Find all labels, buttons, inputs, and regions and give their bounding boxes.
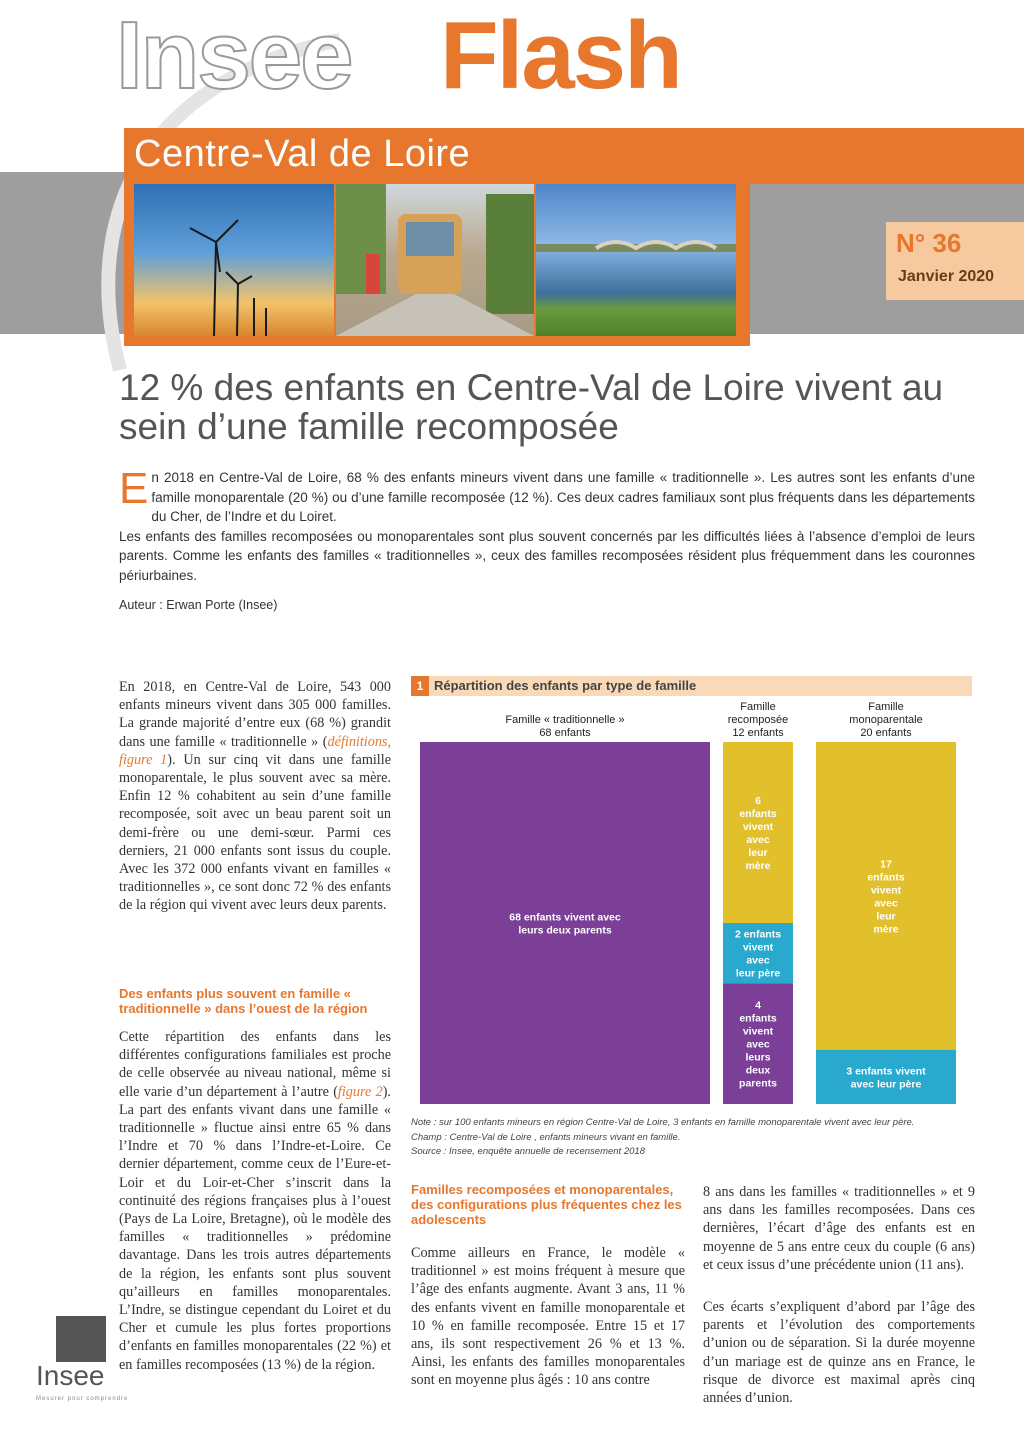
chart-segment-label: vivent <box>742 941 774 954</box>
figure-notes <box>411 1116 975 1160</box>
chart-segment-label: vivent <box>870 884 902 897</box>
chart-segment-label: mère <box>745 860 771 872</box>
chart-segment-label: avec leur père <box>850 1078 922 1091</box>
chart-segment-label: leur père <box>735 967 781 980</box>
chart-category-label: Famille « traditionnelle » <box>505 714 625 726</box>
family-type-chart <box>411 698 972 1118</box>
body-text: ). Un sur cinq vit dans une famille monoparentale, le plus souvent avec sa mère. Enfin 12 % cohabitent au sein d’une famille recomposée, soit avec un beau parent soit un demi-frère ou une demi-sœur. Parmi ces derniers, 21 000 enfants sont issus du couple. Avec les 372 000 enfants vivant en familles « traditionnelles », ce sont donc 72 % des enfants de la région qui vivent avec leurs deux parents. <box>119 751 391 914</box>
chart-segment-label: enfants <box>739 808 777 820</box>
article-lead <box>119 464 975 585</box>
chart-category-label: 68 enfants <box>539 727 591 739</box>
body-text: ). La part des enfants vivant dans une famille « traditionnelle » fluctue ainsi entre 65 % dans l’Indre et 70 % dans l’Indre-et-Loire. Ce dernier département, comme ceux de l’Eure-et-Loir et du Loir-et-Cher s’inscrit dans la continuité des régions françaises plus à l’ouest (Pays de La Loire, Bretagne), où le modèle des familles « traditionnelles » prédomine davantage. Dans les trois autres départements de la région, les enfants sont plus souvent qu’ailleurs en familles monoparentales. L’Indre, se distingue cependant du Loiret et du Cher et cumule les plus fortes proportions d’enfants en familles monoparentales (22 %) et en familles recomposées (13 %) de la région. <box>119 1083 391 1373</box>
body-text: En 2018, en Centre-Val de Loire, 543 000 enfants mineurs vivent dans 305 000 familles. La grande majorité d’entre eux (68 %) grandit dans une famille « traditionnelle » ( <box>119 679 391 750</box>
chart-segment-label: leurs deux parents <box>518 924 612 937</box>
chart-segment-label: enfants <box>867 871 905 884</box>
chart-segment-label: parents <box>739 1077 777 1090</box>
flash-logo-text: Flash <box>440 2 681 109</box>
chart-category-label: Famille <box>868 701 904 713</box>
insee-logo-mark <box>56 1316 106 1362</box>
figure-reference-link[interactable]: figure 2 <box>337 1083 383 1100</box>
issue-date: Janvier 2020 <box>898 268 995 285</box>
body-paragraph-5: Ces écarts s’expliquent d’abord par l’âge des parents et l’évolution des comportements d’union ou de séparation. Si la durée moyenne d’un mariage est de quinze ans en France, le risque de divorce est maximal après cinq années d’union. <box>703 1299 975 1407</box>
lead-initial: E <box>119 464 149 513</box>
chart-segment-label: leurs <box>745 1051 771 1064</box>
chart-segment-label: 17 <box>880 858 892 871</box>
chart-segment-label: vivent <box>742 821 774 833</box>
chart-segment-label: deux <box>745 1064 771 1077</box>
chart-segment-label: vivent <box>742 1025 774 1038</box>
tram-photo <box>336 184 534 336</box>
insee-footer-logo: Insee <box>36 1360 105 1391</box>
chart-segment-label: leur <box>876 910 896 923</box>
chart-segment-label: enfants <box>739 1012 777 1025</box>
figure-source: Source : Insee, enquête annuelle de recensement 2018 <box>411 1146 645 1157</box>
chart-segment-label: avec <box>746 954 770 967</box>
body-paragraph-1 <box>119 678 391 915</box>
chart-segment-label: 6 <box>755 795 761 807</box>
chart-segment-label: 2 enfants <box>734 928 782 941</box>
author-line: Auteur : Erwan Porte (Insee) <box>119 598 278 612</box>
chart-segment-label: leur <box>748 847 768 859</box>
figure-champ: Champ : Centre-Val de Loire , enfants mineurs vivant en famille. <box>411 1131 681 1143</box>
insee-logo-tagline: Mesurer pour comprendre <box>36 1396 129 1402</box>
chart-category-label: 12 enfants <box>732 727 784 739</box>
chart-segment-label: avec <box>746 834 770 846</box>
issue-number: N° 36 <box>896 228 962 258</box>
body-paragraph-2 <box>119 1028 391 1374</box>
chart-category-label: Famille <box>740 701 776 713</box>
article-title: 12 % des enfants en Centre-Val de Loire vivent au sein d’une famille recomposée <box>119 367 944 447</box>
body-paragraph-4: 8 ans dans les familles « traditionnelles » et 9 ans dans les familles recomposées. Dans ces dernières, l’écart d’âge des enfants est en moyenne de 5 ans entre ceux du couple (6 ans) et ceux issus d’une précédente union (11 ans). <box>703 1184 975 1273</box>
figure-number: 1 <box>411 676 429 696</box>
chart-category-label: monoparentale <box>849 714 923 726</box>
chart-segment-label: 4 <box>755 999 761 1012</box>
chart-segment-label: 3 enfants vivent <box>846 1065 926 1078</box>
figure-reference-link[interactable]: définitions, figure 1 <box>119 733 391 768</box>
section-heading-west: Des enfants plus souvent en famille « traditionnelle » dans l’ouest de la région <box>119 986 368 1016</box>
chart-segment-label: avec <box>874 897 898 910</box>
body-paragraph-3: Comme ailleurs en France, le modèle « traditionnel » est moins fréquent à mesure que l’âge des enfants augmente. Avant 3 ans, 11 % des enfants vivent en famille monoparentale et 10 % en famille recomposée. Entre 15 et 17 ans, ils sont respectivement 26 % et 13 %. Ainsi, les enfants des familles monoparentales sont en moyenne plus âgés : 10 ans contre <box>411 1245 685 1389</box>
insee-logo-text: Insee <box>116 2 352 109</box>
body-text: Cette répartition des enfants dans les différentes configurations familiales est proche de celle observée au niveau national, même si elle varie d’un département à l’autre ( <box>119 1029 391 1100</box>
lead-paragraph-1: n 2018 en Centre-Val de Loire, 68 % des enfants mineurs vivent dans une famille « traditionnelle ». Les autres sont les enfants d’une famille monoparentale (20 %) ou d’une famille recomposée (12 %). Ces deux cadres familiaux sont plus fréquents dans les départements du Cher, de l’Indre et du Loiret. <box>151 470 975 524</box>
chart-segment-label: mère <box>873 923 899 936</box>
region-title: Centre-Val de Loire <box>134 133 471 175</box>
lead-paragraph-2: Les enfants des familles recomposées ou monoparentales sont plus souvent concernés par les difficultés liées à l’absence d’emploi de leurs parents. Comme les enfants des familles « traditionnelles », ceux des familles recomposées résident plus fréquemment dans les couronnes périurbaines. <box>119 528 975 583</box>
chart-category-label: 20 enfants <box>860 727 912 739</box>
chart-segment-label: avec <box>746 1038 770 1051</box>
section-heading-adolescents: Familles recomposées et monoparentales, des configurations plus fréquentes chez les adolescents <box>411 1182 682 1227</box>
figure-title: Répartition des enfants par type de famille <box>434 678 697 693</box>
wind-turbines-photo <box>134 184 334 336</box>
figure-note: Note : sur 100 enfants mineurs en région Centre-Val de Loire, 3 enfants en famille monoparentale vivent avec leur père. <box>411 1117 915 1128</box>
loire-river-photo <box>536 184 736 336</box>
chart-segment-label: 68 enfants vivent avec <box>509 911 621 924</box>
chart-category-label: recomposée <box>727 714 789 726</box>
